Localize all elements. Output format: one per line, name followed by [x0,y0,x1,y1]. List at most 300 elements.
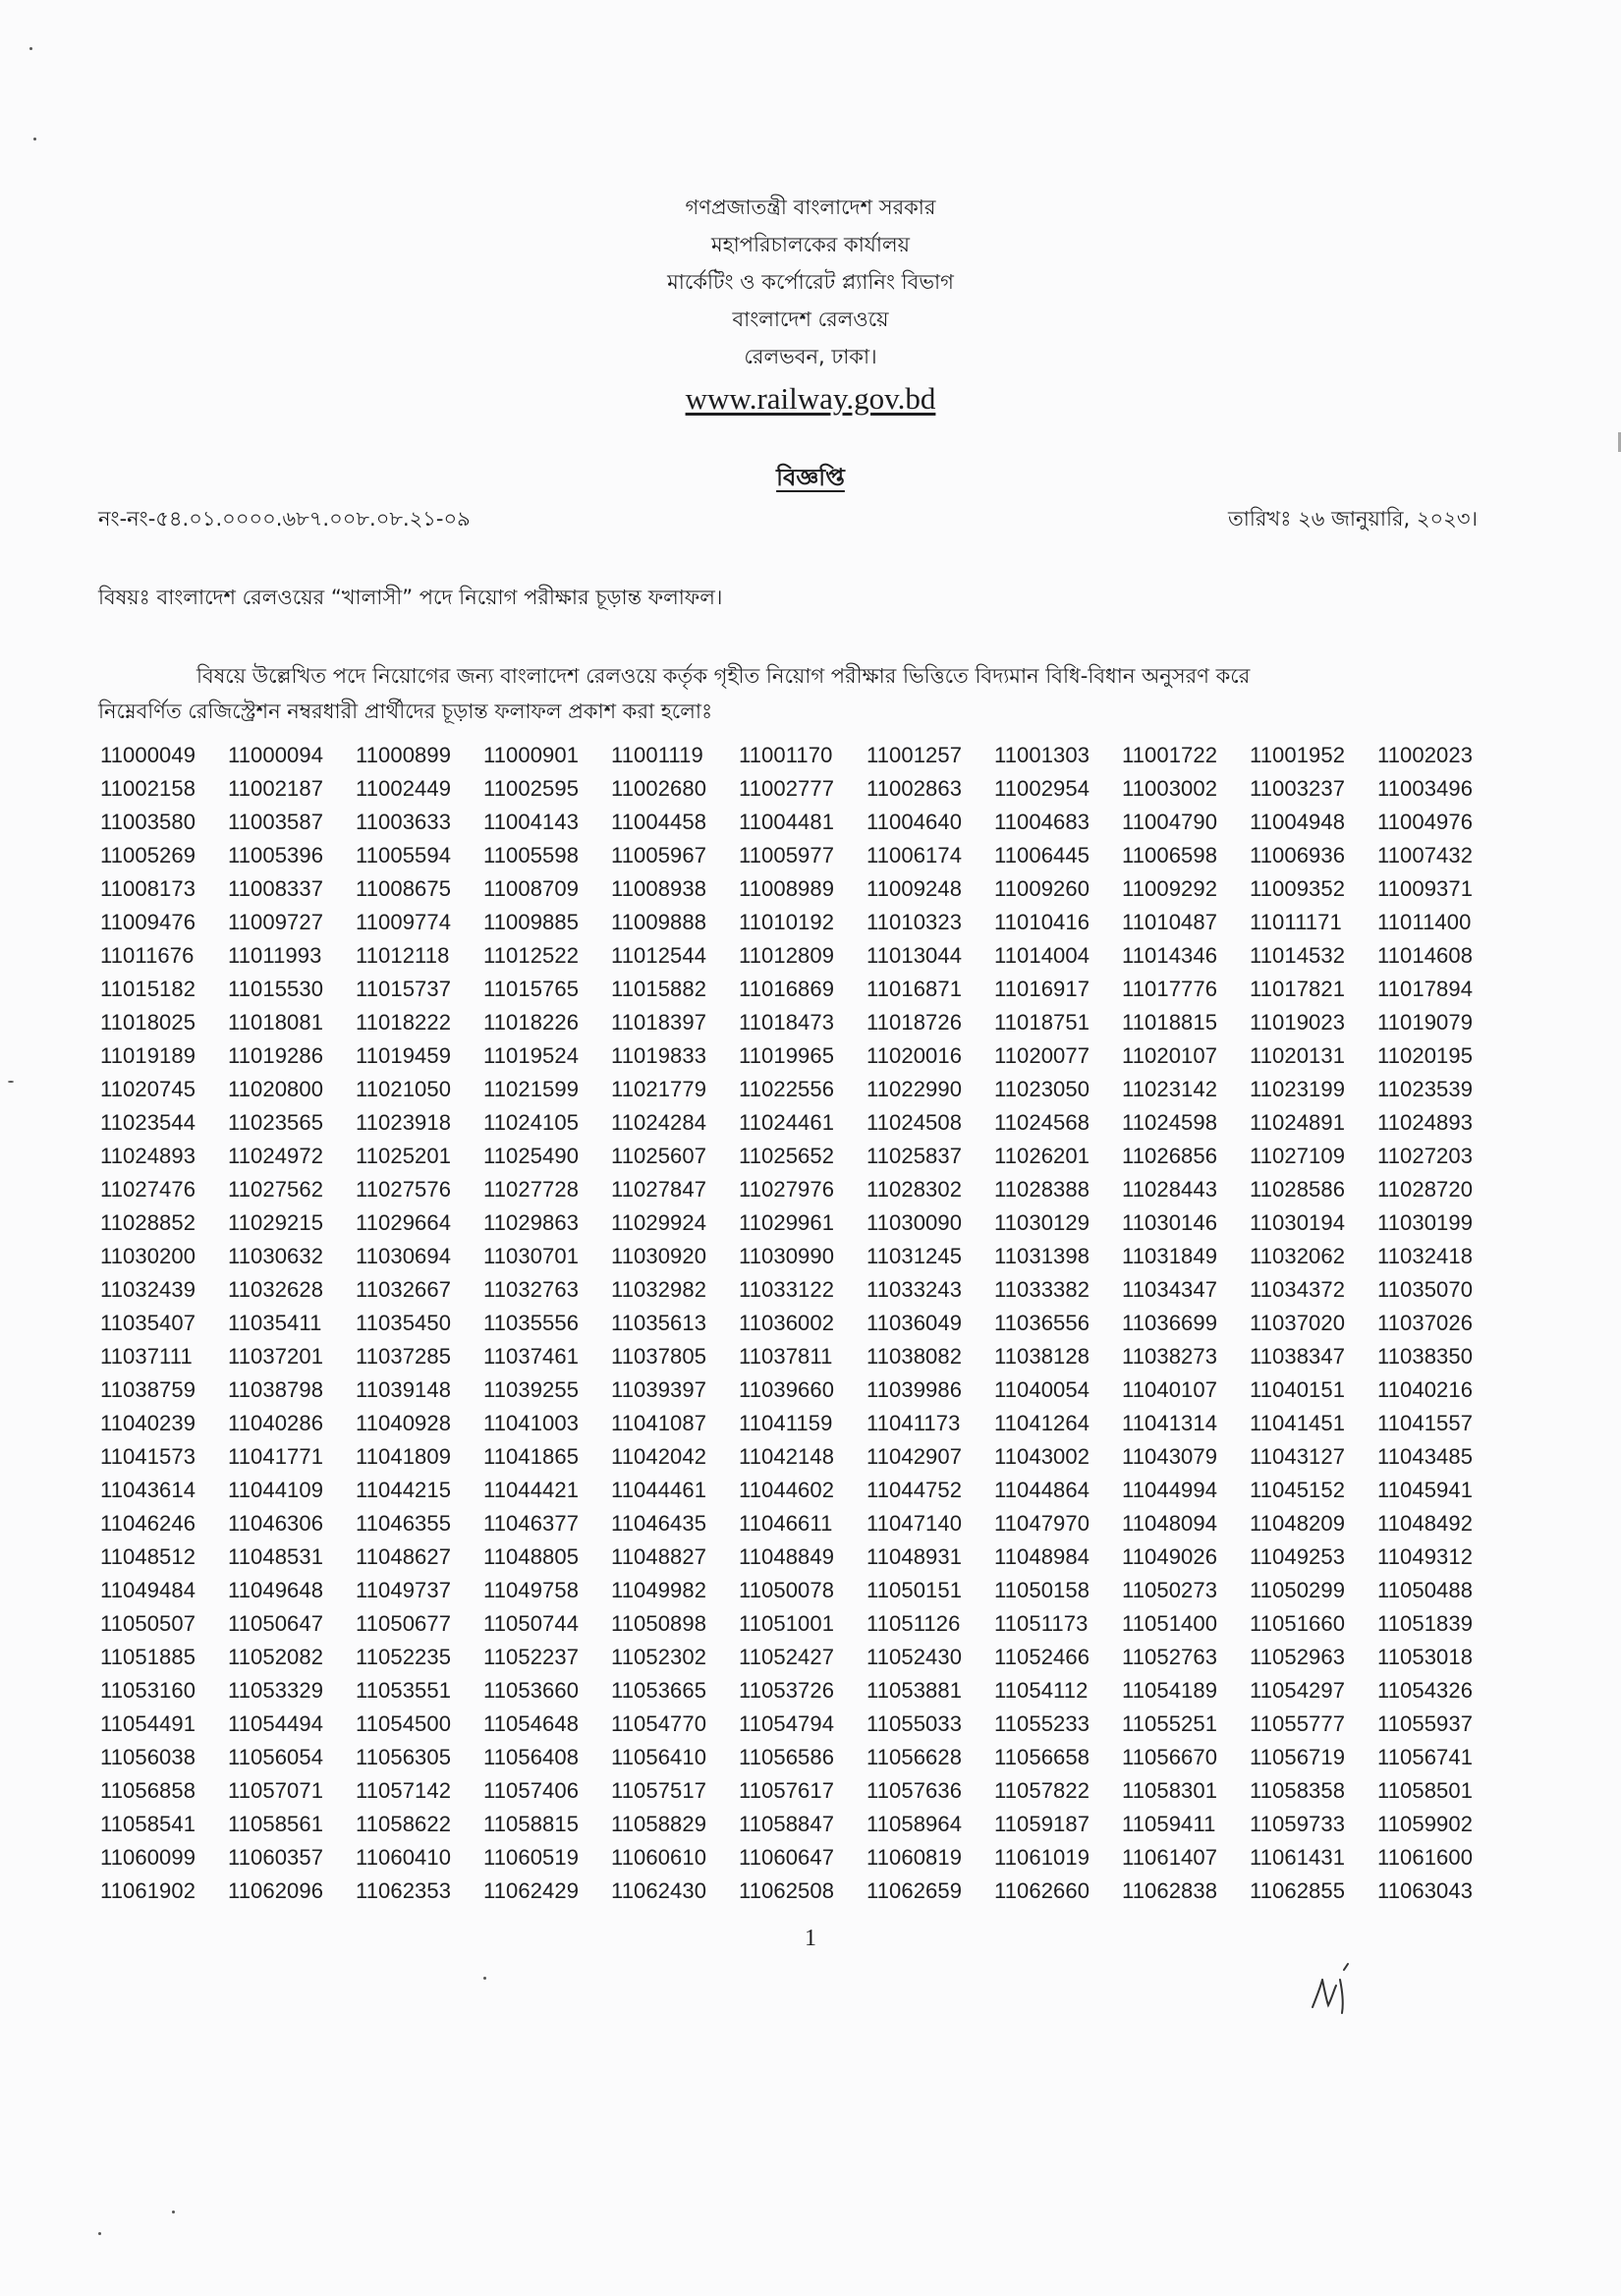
registration-number: 11061600 [1377,1845,1474,1870]
registration-number: 11063043 [1377,1878,1474,1903]
registration-number: 11041087 [611,1411,707,1435]
registration-number: 11000049 [100,743,196,767]
scan-speck [483,1977,486,1980]
registration-number: 11051885 [100,1645,196,1669]
registration-number: 11054491 [100,1711,196,1736]
registration-number: 11004683 [994,810,1090,834]
registration-number: 11037811 [739,1344,833,1369]
registration-number: 11058358 [1250,1778,1346,1803]
registration-number: 11018397 [611,1010,707,1035]
registration-number: 11018726 [866,1010,963,1035]
notice-title: বিজ্ঞপ্তি [776,464,845,491]
registration-number: 11062855 [1250,1878,1346,1903]
registration-number: 11006936 [1250,843,1346,868]
registration-number: 11056408 [483,1745,580,1769]
registration-number: 11059411 [1122,1812,1216,1836]
registration-number: 11027976 [739,1177,835,1202]
registration-number: 11051173 [994,1611,1089,1636]
registration-number: 11060410 [356,1845,452,1870]
registration-number: 11043485 [1377,1444,1474,1469]
registration-number: 11040928 [356,1411,452,1435]
registration-number: 11060099 [100,1845,196,1870]
registration-number: 11057822 [994,1778,1090,1803]
registration-number: 11037461 [483,1344,580,1369]
registration-number: 11031245 [866,1244,963,1268]
registration-number: 11023565 [228,1110,324,1135]
registration-number: 11015765 [483,977,580,1001]
registration-number: 11009292 [1122,876,1218,901]
registration-number: 11052237 [483,1645,580,1669]
registration-number: 11058815 [483,1812,580,1836]
registration-number: 11018473 [739,1010,835,1035]
registration-number: 11008938 [611,876,707,901]
registration-number: 11020077 [994,1043,1090,1068]
registration-number: 11028720 [1377,1177,1474,1202]
registration-number: 11050151 [866,1578,963,1602]
registration-number: 11058964 [866,1812,963,1836]
scan-speck [172,2211,175,2213]
registration-number: 11056628 [866,1745,963,1769]
registration-number: 11017894 [1377,977,1474,1001]
registration-number: 11032982 [611,1277,707,1302]
registration-number: 11007432 [1377,843,1474,868]
registration-number: 11008337 [228,876,324,901]
registration-number: 11046306 [228,1511,324,1536]
registration-number: 11024893 [100,1144,196,1168]
registration-number: 11025652 [739,1144,835,1168]
registration-number: 11014346 [1122,943,1218,968]
results-row [100,739,1505,772]
registration-number: 11030129 [994,1210,1090,1235]
registration-number: 11031398 [994,1244,1090,1268]
registration-number: 11011676 [100,943,195,968]
registration-number: 11046611 [739,1511,833,1536]
registration-number: 11023918 [356,1110,452,1135]
registration-number: 11050898 [611,1611,707,1636]
registration-number: 11024105 [483,1110,580,1135]
registration-number: 11044994 [1122,1478,1218,1502]
notice-subject: বিষয়ঃ বাংলাদেশ রেলওয়ের “খালাসী” পদে নিয়োগ পরীক্ষার চূড়ান্ত ফলাফল। [98,586,723,609]
registration-number: 11009476 [100,910,196,934]
results-row [100,1140,1505,1173]
registration-number: 11010192 [739,910,835,934]
registration-number: 11025490 [483,1144,580,1168]
registration-number: 11022556 [739,1077,835,1101]
registration-number: 11053018 [1377,1645,1474,1669]
registration-number: 11040216 [1377,1377,1474,1402]
registration-number: 11050744 [483,1611,580,1636]
notice-body [98,658,1493,729]
registration-number: 11060647 [739,1845,835,1870]
registration-number: 11012118 [356,943,450,968]
registration-number: 11041314 [1122,1411,1218,1435]
registration-number: 11016871 [866,977,963,1001]
registration-number: 11035556 [483,1311,580,1335]
registration-number: 11009352 [1250,876,1346,901]
registration-number: 11057517 [611,1778,707,1803]
registration-number: 11054648 [483,1711,580,1736]
notice-body-line-1: বিষয়ে উল্লেখিত পদে নিয়োগের জন্য বাংলাদেশ রেলওয়ে কর্তৃক গৃহীত নিয়োগ পরীক্ষার ভিত্তিতে বিদ্যমান বিধি-বিধান অনুসরণ করে [196,664,1251,688]
registration-number: 11015737 [356,977,452,1001]
registration-number: 11010323 [866,910,963,934]
registration-number: 11014004 [994,943,1090,968]
registration-number: 11032667 [356,1277,452,1302]
registration-number: 11031849 [1122,1244,1218,1268]
registration-number: 11036049 [866,1311,963,1335]
registration-number: 11003002 [1122,776,1218,801]
registration-number: 11041557 [1377,1411,1474,1435]
registration-number: 11004143 [483,810,580,834]
registration-number: 11011171 [1250,910,1342,934]
registration-number: 11024893 [1377,1110,1474,1135]
registration-number: 11029924 [611,1210,707,1235]
registration-number: 11051839 [1377,1611,1474,1636]
results-row [100,1841,1505,1875]
registration-number: 11030194 [1250,1210,1346,1235]
header-address: রেলভবন, ঢাকা। [744,345,877,368]
registration-number: 11019023 [1250,1010,1346,1035]
results-row [100,1407,1505,1440]
registration-number: 11054794 [739,1711,835,1736]
notice-date: তারিখঃ ২৬ জানুয়ারি, ২০২৩। [1228,507,1478,531]
results-row [100,1875,1505,1908]
registration-number: 11002863 [866,776,963,801]
registration-number: 11057406 [483,1778,580,1803]
registration-number: 11004481 [739,810,835,834]
registration-number: 11046246 [100,1511,196,1536]
registration-number: 11014532 [1250,943,1346,968]
registration-number: 11050647 [228,1611,324,1636]
registration-number: 11035070 [1377,1277,1474,1302]
registration-number: 11004976 [1377,810,1474,834]
registration-number: 11019286 [228,1043,324,1068]
registration-number: 11045152 [1250,1478,1346,1502]
registration-number: 11058847 [739,1812,835,1836]
results-row [100,1039,1505,1073]
registration-number: 11005269 [100,843,196,868]
registration-number: 11005598 [483,843,580,868]
results-row [100,1574,1505,1607]
registration-number: 11062429 [483,1878,580,1903]
registration-number: 11060519 [483,1845,580,1870]
registration-number: 11049253 [1250,1544,1346,1569]
registration-number: 11051126 [866,1611,961,1636]
registration-number: 11038350 [1377,1344,1474,1369]
registration-number: 11023142 [1122,1077,1218,1101]
registration-number: 11040151 [1250,1377,1346,1402]
registration-number: 11028852 [100,1210,196,1235]
registration-number: 11005977 [739,843,835,868]
registration-number: 11054326 [1377,1678,1474,1703]
results-row [100,1440,1505,1474]
results-row [100,1708,1505,1741]
registration-number: 11041809 [356,1444,452,1469]
registration-number: 11029664 [356,1210,452,1235]
registration-number: 11038082 [866,1344,963,1369]
registration-number: 11052302 [611,1645,707,1669]
registration-number: 11021779 [611,1077,707,1101]
registration-number: 11020131 [1250,1043,1346,1068]
registration-number: 11027728 [483,1177,580,1202]
results-row [100,1073,1505,1106]
registration-number: 11036699 [1122,1311,1218,1335]
registration-number: 11038273 [1122,1344,1218,1369]
registration-number: 11048931 [866,1544,963,1569]
registration-number: 11027109 [1250,1144,1346,1168]
registration-number: 11050158 [994,1578,1090,1602]
registration-number: 11012809 [739,943,835,968]
registration-number: 11033122 [739,1277,835,1302]
results-row [100,973,1505,1006]
results-row [100,1607,1505,1641]
results-row [100,1774,1505,1808]
header-department-name: মার্কেটিং ও কর্পোরেট প্ল্যানিং বিভাগ [667,270,954,294]
header-organization-name: বাংলাদেশ রেলওয়ে [732,308,889,331]
registration-number: 11048627 [356,1544,452,1569]
scan-speck [98,2232,101,2235]
registration-number: 11000899 [356,743,452,767]
registration-number: 11027562 [228,1177,324,1202]
registration-number: 11023544 [100,1110,196,1135]
registration-number: 11033243 [866,1277,963,1302]
registration-number: 11000094 [228,743,324,767]
registration-number: 11049026 [1122,1544,1218,1569]
registration-number: 11004640 [866,810,963,834]
registration-number: 11019079 [1377,1010,1474,1035]
registration-number: 11020800 [228,1077,324,1101]
registration-number: 11005396 [228,843,324,868]
registration-number: 11048512 [100,1544,196,1569]
registration-number: 11042148 [739,1444,835,1469]
registration-number: 11030199 [1377,1210,1474,1235]
registration-number: 11048849 [739,1544,835,1569]
registration-number: 11002680 [611,776,707,801]
results-row [100,1540,1505,1574]
registration-number: 11052082 [228,1645,324,1669]
registration-number: 11056858 [100,1778,196,1803]
registration-number: 11006598 [1122,843,1218,868]
registration-number: 11040107 [1122,1377,1218,1402]
registration-number: 11040239 [100,1411,196,1435]
registration-number: 11032439 [100,1277,196,1302]
registration-number: 11049982 [611,1578,707,1602]
registration-number: 11004948 [1250,810,1346,834]
registration-number: 11057142 [356,1778,452,1803]
registration-number: 11008989 [739,876,835,901]
registration-number: 11048531 [228,1544,324,1569]
registration-number: 11009248 [866,876,963,901]
registration-number: 11043614 [100,1478,196,1502]
signature-mark [1307,1950,1366,2019]
registration-number: 11048094 [1122,1511,1218,1536]
registration-number: 11057071 [228,1778,324,1803]
registration-number: 11024891 [1250,1110,1346,1135]
registration-number: 11029961 [739,1210,835,1235]
registration-number: 11019189 [100,1043,196,1068]
registration-number: 11017776 [1122,977,1218,1001]
registration-number: 11037285 [356,1344,452,1369]
registration-number: 11054189 [1122,1678,1218,1703]
registration-number: 11041865 [483,1444,580,1469]
header-govt-name: গণপ্রজাতন্ত্রী বাংলাদেশ সরকার [685,196,936,219]
registration-number: 11030146 [1122,1210,1218,1235]
registration-number: 11001170 [739,743,833,767]
registration-number: 11002158 [100,776,196,801]
registration-number: 11037201 [228,1344,324,1369]
registration-number: 11037020 [1250,1311,1346,1335]
registration-number: 11054297 [1250,1678,1346,1703]
registration-number: 11059902 [1377,1812,1474,1836]
registration-number: 11053329 [228,1678,324,1703]
registration-number: 11028302 [866,1177,963,1202]
registration-number: 11052235 [356,1645,452,1669]
registration-number: 11053551 [356,1678,452,1703]
page-number: 1 [805,1926,816,1951]
registration-number: 11044421 [483,1478,580,1502]
registration-number: 11062508 [739,1878,835,1903]
registration-number: 11027576 [356,1177,452,1202]
registration-number: 11006174 [866,843,963,868]
registration-number: 11041573 [100,1444,196,1469]
registration-number: 11030694 [356,1244,452,1268]
registration-number: 11042907 [866,1444,963,1469]
registration-number: 11009260 [994,876,1090,901]
registration-number: 11009371 [1377,876,1474,901]
registration-number: 11056038 [100,1745,196,1769]
registration-number: 11046377 [483,1511,580,1536]
registration-number: 11008675 [356,876,452,901]
registration-number: 11000901 [483,743,580,767]
registration-number: 11020107 [1122,1043,1218,1068]
registration-number: 11036556 [994,1311,1090,1335]
registration-number: 11049737 [356,1578,452,1602]
registration-number: 11011993 [228,943,322,968]
registration-number: 11044602 [739,1478,835,1502]
registration-number: 11017821 [1250,977,1346,1001]
registration-number: 11062660 [994,1878,1090,1903]
registration-number: 11003580 [100,810,196,834]
results-row [100,939,1505,973]
registration-number: 11025607 [611,1144,707,1168]
registration-number: 11047140 [866,1511,963,1536]
registration-number: 11058501 [1377,1778,1474,1803]
registration-number: 11059733 [1250,1812,1346,1836]
registration-number: 11014608 [1377,943,1474,968]
registration-number: 11002449 [356,776,452,801]
header-website-link[interactable]: www.railway.gov.bd [685,381,936,416]
registration-number: 11052466 [994,1645,1090,1669]
registration-number: 11056305 [356,1745,452,1769]
registration-number: 11016917 [994,977,1090,1001]
registration-number: 11029215 [228,1210,324,1235]
registration-number: 11018025 [100,1010,196,1035]
registration-number: 11041003 [483,1411,580,1435]
registration-number: 11032418 [1377,1244,1474,1268]
registration-number: 11037111 [100,1344,193,1369]
registration-number: 11056741 [1377,1745,1474,1769]
registration-number: 11024598 [1122,1110,1218,1135]
registration-number: 11008173 [100,876,196,901]
registration-number: 11048827 [611,1544,707,1569]
registration-number: 11051400 [1122,1611,1218,1636]
registration-number: 11001952 [1250,743,1346,767]
registration-number: 11016869 [739,977,835,1001]
registration-number: 11053665 [611,1678,707,1703]
notice-body-line-2: নিম্নেবর্ণিত রেজিস্ট্রেশন নম্বরধারী প্রার্থীদের চূড়ান্ত ফলাফল প্রকাশ করা হলোঃ [98,700,713,723]
registration-number: 11002777 [739,776,835,801]
results-row [100,1674,1505,1708]
scan-speck [29,47,32,50]
registration-number: 11045941 [1377,1478,1474,1502]
registration-number: 11001303 [994,743,1090,767]
registration-number: 11030090 [866,1210,963,1235]
registration-number: 11050507 [100,1611,196,1636]
registration-number: 11062096 [228,1878,324,1903]
registration-number: 11023539 [1377,1077,1474,1101]
registration-number: 11039148 [356,1377,452,1402]
registration-number: 11003587 [228,810,324,834]
registration-number: 11053160 [100,1678,196,1703]
registration-number: 11046355 [356,1511,452,1536]
registration-number: 11018222 [356,1010,452,1035]
registration-number: 11026856 [1122,1144,1218,1168]
registration-number: 11057636 [866,1778,963,1803]
registration-number: 11055777 [1250,1711,1346,1736]
results-row [100,1474,1505,1507]
registration-number: 11009727 [228,910,324,934]
results-row [100,1808,1505,1841]
results-row [100,1173,1505,1206]
results-row [100,1006,1505,1039]
registration-number: 11056658 [994,1745,1090,1769]
registration-number: 11021050 [356,1077,452,1101]
registration-number: 11024568 [994,1110,1090,1135]
registration-number: 11058829 [611,1812,707,1836]
registration-number: 11056670 [1122,1745,1218,1769]
registration-number: 11012544 [611,943,707,968]
registration-number: 11027476 [100,1177,196,1202]
registration-number: 11025201 [356,1144,452,1168]
registration-number: 11010416 [994,910,1090,934]
registration-number: 11030701 [483,1244,580,1268]
registration-number: 11046435 [611,1511,707,1536]
registration-number: 11021599 [483,1077,580,1101]
registration-number: 11043002 [994,1444,1090,1469]
registration-number: 11005594 [356,843,452,868]
registration-number: 11041771 [228,1444,324,1469]
registration-number: 11047970 [994,1511,1090,1536]
registration-number: 11019833 [611,1043,707,1068]
registration-number: 11025837 [866,1144,963,1168]
registration-number: 11048209 [1250,1511,1346,1536]
registration-number: 11002595 [483,776,580,801]
registration-number: 11019459 [356,1043,452,1068]
registration-number: 11035411 [228,1311,322,1335]
registration-number: 11038128 [994,1344,1090,1369]
memo-number: নং-নং-৫৪.০১.০০০০.৬৮৭.০০৮.০৮.২১-০৯ [98,507,471,531]
registration-number: 11032628 [228,1277,324,1302]
registration-number: 11044752 [866,1478,963,1502]
registration-number: 11034347 [1122,1277,1218,1302]
registration-number: 11056719 [1250,1745,1346,1769]
registration-number: 11024508 [866,1110,963,1135]
registration-number: 11013044 [866,943,963,968]
registration-number: 11029863 [483,1210,580,1235]
results-row [100,1340,1505,1373]
results-row [100,1273,1505,1307]
registration-number: 11054770 [611,1711,707,1736]
results-row [100,1373,1505,1407]
